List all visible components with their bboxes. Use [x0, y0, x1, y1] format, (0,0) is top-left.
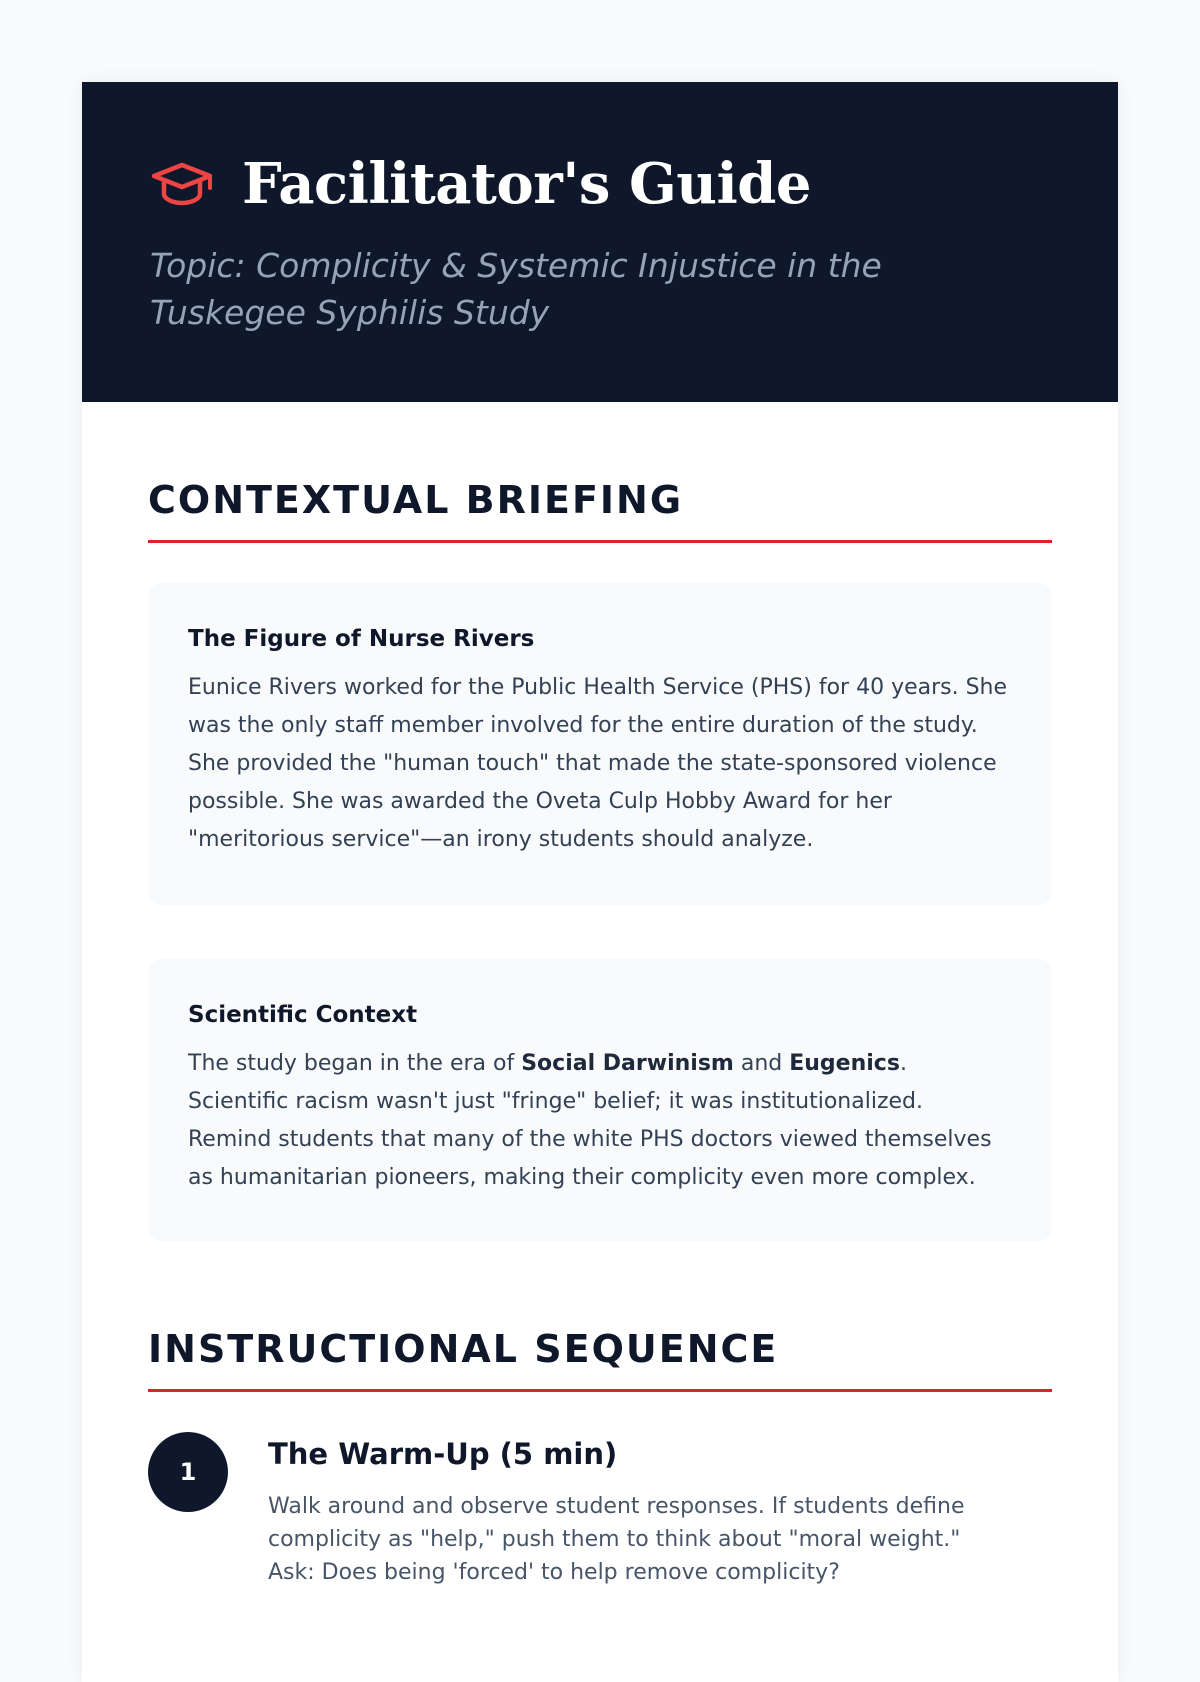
guide-header: [82, 82, 1118, 402]
guide-content: [82, 476, 1118, 1589]
page-title: Facilitator's Guide: [242, 151, 812, 217]
graduation-cap-icon: [150, 159, 214, 209]
section-heading-instructional-sequence: INSTRUCTIONAL SEQUENCE: [148, 1327, 779, 1371]
sequence-step: [148, 1432, 1052, 1589]
card-body-text: The study began in the era of: [188, 1051, 522, 1076]
title-row: [150, 150, 1052, 218]
card-body: Eunice Rivers worked for the Public Health Service (PHS) for 40 years. She was the only staff member involved for the entire duration of the study. She provided the "human touch" that made the state-sponsored violence possible. She was awarded the Oveta Culp Hobby Award for her "meritorious service"—an irony students should analyze.: [188, 675, 1008, 852]
step-text: [268, 1432, 1008, 1589]
page-subtitle: Topic: Complicity & Systemic Injustice in the Tuskegee Syphilis Study: [150, 246, 882, 332]
guide-page: [82, 82, 1118, 1682]
card-body: [188, 1045, 1012, 1197]
card-title: Scientific Context: [188, 1002, 418, 1028]
section-divider: [148, 540, 1052, 543]
briefing-card-scientific-context: [148, 959, 1052, 1241]
card-body-text: and: [733, 1051, 790, 1076]
briefing-card-nurse-rivers: [148, 583, 1052, 905]
key-term-eugenics: Eugenics: [789, 1051, 900, 1076]
card-body-text: . Scientific racism wasn't just "fringe" belief; it was institutionalized. Remind students that many of the white PHS doctors viewed themselves as humanitarian pioneers, making their complicity even more complex.: [188, 1051, 992, 1190]
step-number-badge: 1: [148, 1432, 228, 1512]
card-title: The Figure of Nurse Rivers: [188, 626, 535, 652]
section-divider: [148, 1389, 1052, 1392]
key-term-social-darwinism: Social Darwinism: [521, 1051, 734, 1076]
section-heading-contextual-briefing: CONTEXTUAL BRIEFING: [148, 478, 684, 522]
step-title: The Warm-Up (5 min): [268, 1437, 618, 1471]
step-body: Walk around and observe student responses. If students define complicity as "help," push them to think about "moral weight." Ask: Does being 'forced' to help remove complicity?: [268, 1494, 965, 1585]
